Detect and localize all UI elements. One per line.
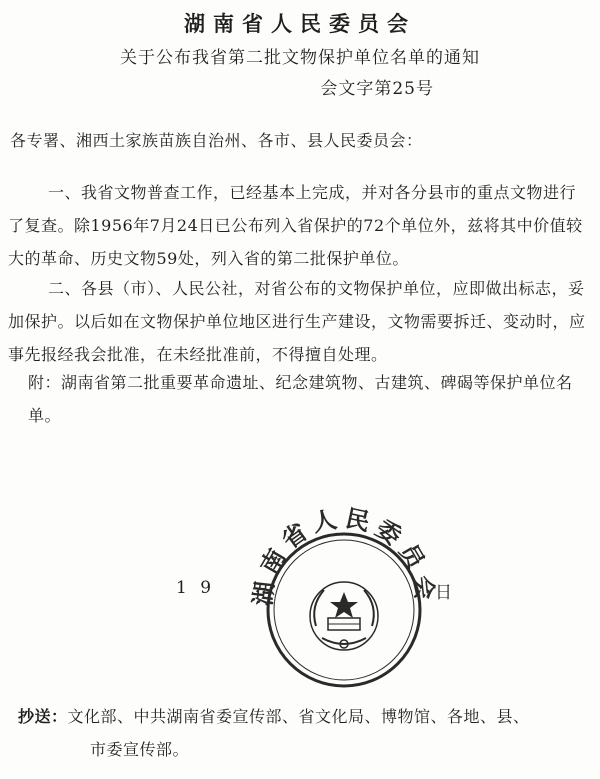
date-year: 1 9 xyxy=(176,578,216,598)
salutation: 各专署、湘西土家族苗族自治州、各市、县人民委员会： xyxy=(10,131,423,150)
paragraph-1-text: 一、我省文物普查工作，已经基本上完成，并对各分县市的重点文物进行了复查。除1956年7月24日已公布列入省保护的72个单位外，兹将其中价值较大的革命、历史文物59处，列入省的第二批保护单位。 xyxy=(8,183,583,268)
document-title: 湖南省人民委员会 xyxy=(184,11,416,36)
attachment-note: 附：湖南省第二批重要革命遗址、纪念建筑物、古建筑、碑碣等保护单位名单。 xyxy=(28,373,573,425)
document-subtitle: 关于公布我省第二批文物保护单位名单的通知 xyxy=(120,48,480,68)
document-number: 会文字第25号 xyxy=(320,79,434,99)
paragraph-2-text: 二、各县（市）、人民公社，对省公布的文物保护单位，应即做出标志，妥加保护。以后如在文物保护单位地区进行生产建设，文物需要拆迁、变动时，应事先报经我会批准，在未经批准前，不得擅自处理。 xyxy=(8,279,586,364)
copy-to-label: 抄送： xyxy=(18,707,68,726)
seal-emblem-icon xyxy=(244,498,444,688)
copy-to-line-2: 市委宣传部。 xyxy=(90,740,190,759)
seal-text: 湖南省人民委员会 xyxy=(247,503,441,607)
official-seal xyxy=(244,498,444,688)
paragraph-1 xyxy=(8,176,588,275)
date-day: 日 xyxy=(435,583,456,603)
copy-to-section xyxy=(18,700,588,766)
paragraph-2 xyxy=(8,272,588,371)
copy-to-line-1: 文化部、中共湖南省委宣传部、省文化局、博物馆、各地、县、 xyxy=(67,707,530,726)
